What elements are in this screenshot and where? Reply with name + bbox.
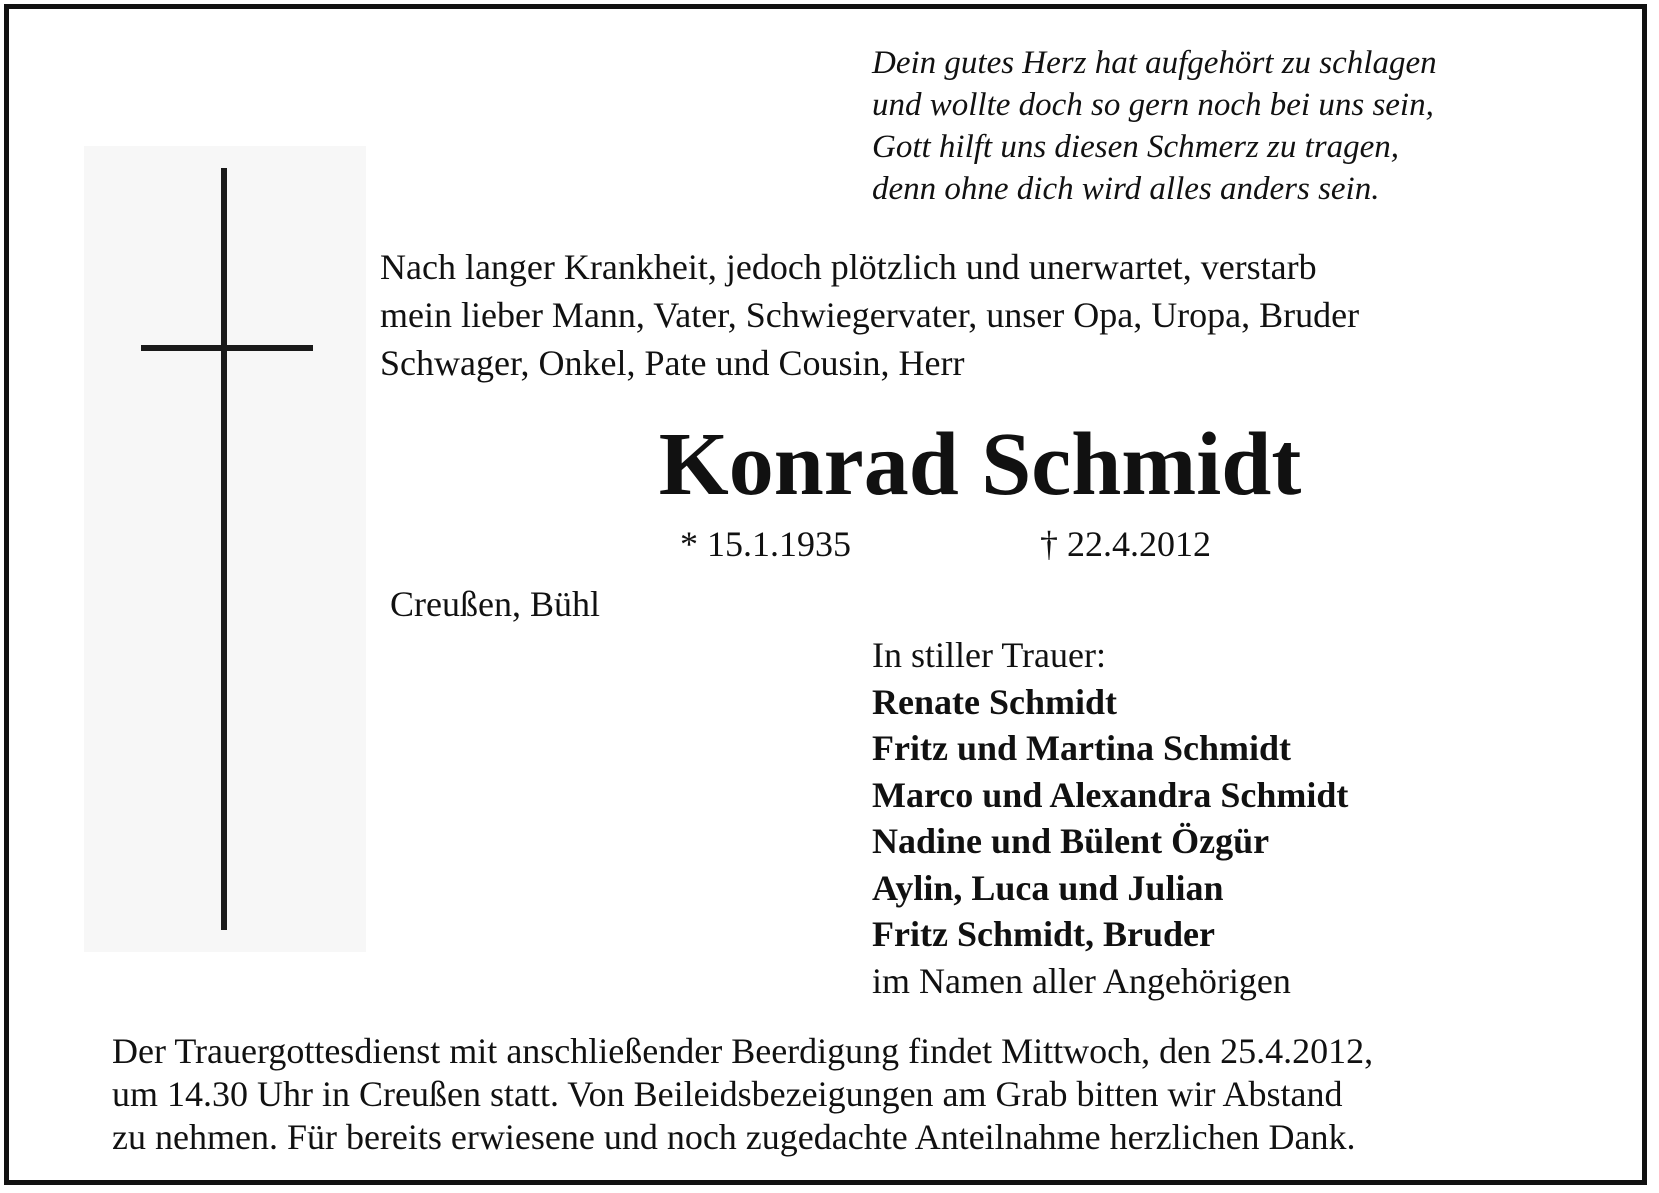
poem-line: und wollte doch so gern noch bei uns sein, (872, 87, 1434, 123)
funeral-notice (112, 1030, 1373, 1159)
mourner-name: Fritz Schmidt, Bruder (872, 914, 1215, 954)
mourner-name: Nadine und Bülent Özgür (872, 821, 1270, 861)
mourners-closing: im Namen aller Angehörigen (872, 960, 1291, 1001)
intro-text (380, 243, 1359, 387)
cross-icon-crossbar (141, 345, 313, 351)
death-date: † 22.4.2012 (1040, 524, 1211, 564)
mourner-name: Fritz und Martina Schmidt (872, 728, 1291, 768)
mourners-block (872, 632, 1348, 1004)
mourner-name: Aylin, Luca und Julian (872, 867, 1224, 908)
mourners-heading: In stiller Trauer: (872, 635, 1106, 675)
cross-icon (221, 168, 227, 930)
notice-line: zu nehmen. Für bereits erwiesene und noch zugedachte Anteilnahme herzlichen Dank. (112, 1117, 1356, 1157)
mourner-name: Renate Schmidt (872, 681, 1117, 722)
notice-line: um 14.30 Uhr in Creußen statt. Von Beileidsbezeigungen am Grab bitten wir Abstand (112, 1074, 1343, 1114)
poem-line: Gott hilft uns diesen Schmerz zu tragen, (872, 129, 1400, 165)
birth-date: * 15.1.1935 (680, 524, 851, 564)
poem (872, 42, 1437, 210)
intro-line: Nach langer Krankheit, jedoch plötzlich und unerwartet, verstarb (380, 247, 1317, 287)
deceased-name: Konrad Schmidt (658, 415, 1302, 514)
poem-line: Dein gutes Herz hat aufgehört zu schlagen (872, 45, 1437, 81)
place: Creußen, Bühl (390, 584, 600, 624)
intro-line: mein lieber Mann, Vater, Schwiegervater, unser Opa, Uropa, Bruder (380, 295, 1360, 335)
intro-line: Schwager, Onkel, Pate und Cousin, Herr (380, 343, 965, 383)
notice-line: Der Trauergottesdienst mit anschließender Beerdigung findet Mittwoch, den 25.4.2012, (112, 1031, 1374, 1071)
mourner-name: Marco und Alexandra Schmidt (872, 774, 1349, 815)
poem-line: denn ohne dich wird alles anders sein. (872, 171, 1380, 207)
